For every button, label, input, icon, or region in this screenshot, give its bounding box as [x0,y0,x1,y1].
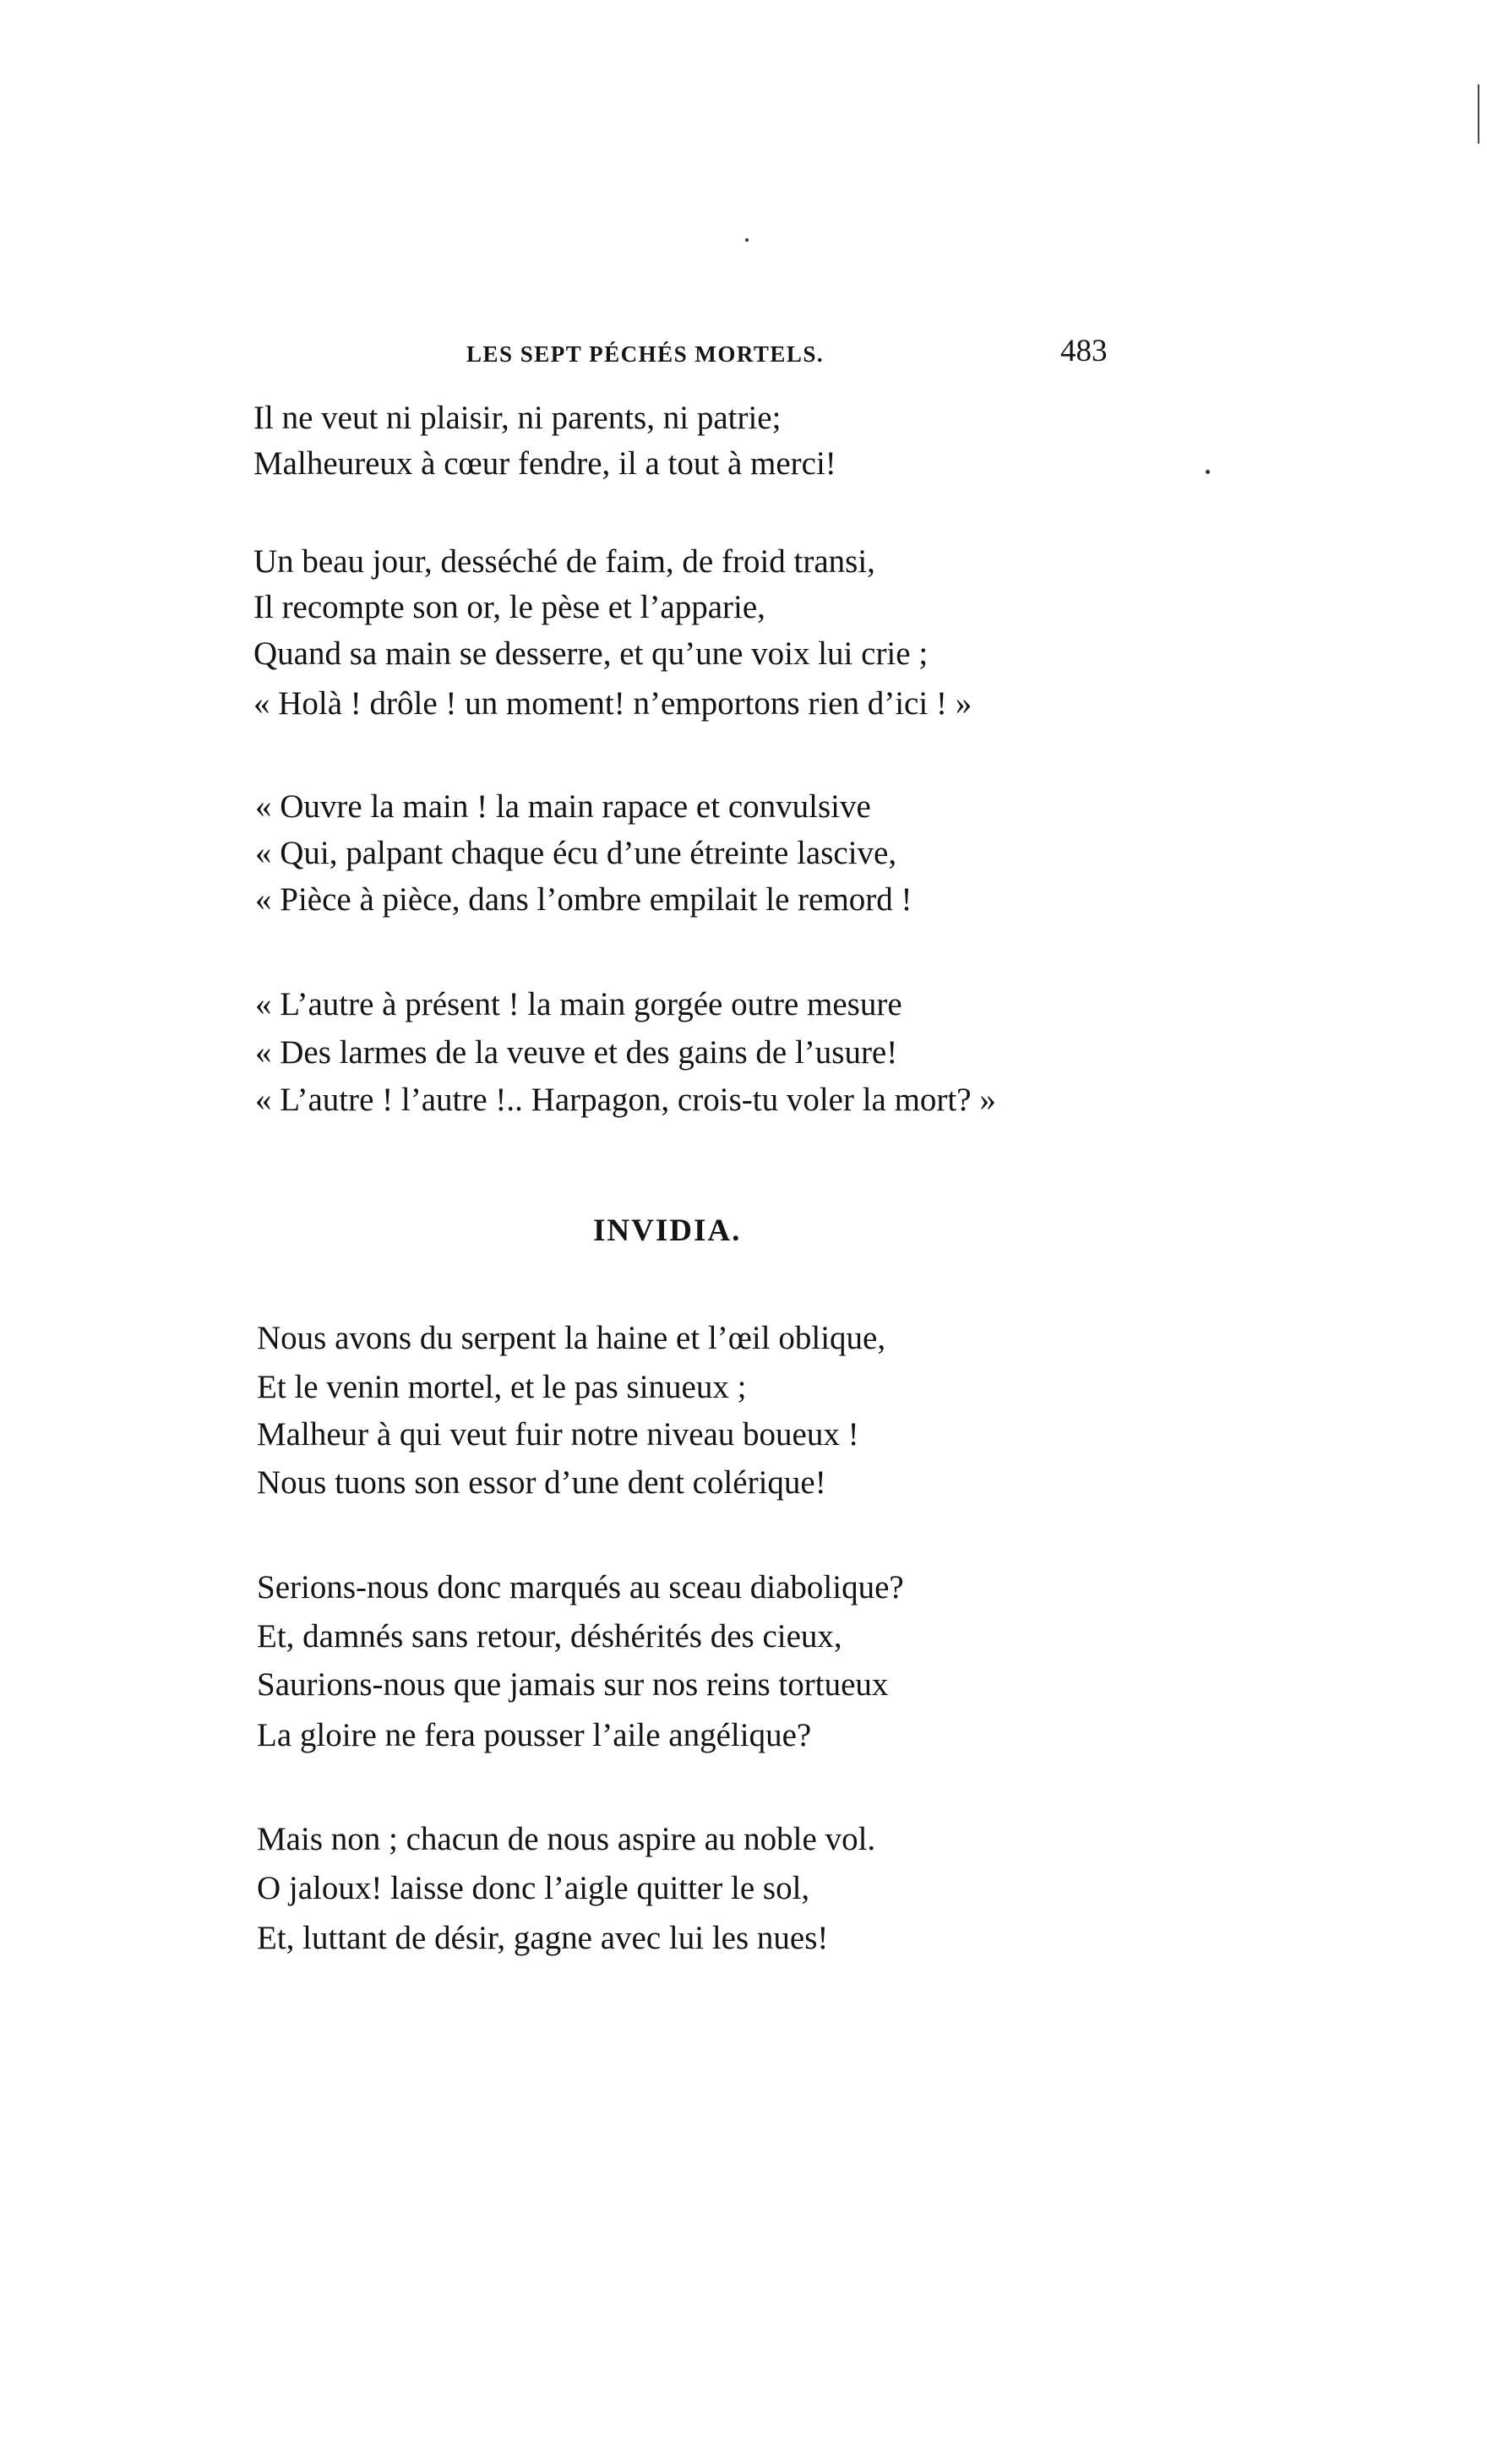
running-title: LES SEPT PÉCHÉS MORTELS. [466,341,825,367]
print-speck [745,238,749,242]
print-speck [1206,470,1210,474]
verse-line: Malheur à qui veut fuir notre niveau boueux ! [257,1416,859,1453]
verse-line: Un beau jour, desséché de faim, de froid transi, [253,543,875,580]
verse-line: « Ouvre la main ! la main rapace et convulsive [255,788,871,825]
verse-line: Et, luttant de désir, gagne avec lui les nues! [257,1920,829,1956]
verse-line: Et le venin mortel, et le pas sinueux ; [257,1369,747,1405]
verse-line: « Qui, palpant chaque écu d’une étreinte lascive, [255,835,897,871]
verse-line: « Des larmes de la veuve et des gains de l’usure! [255,1034,898,1071]
verse-line: Mais non ; chacun de nous aspire au noble vol. [257,1821,876,1857]
verse-line: « Holà ! drôle ! un moment! n’emportons rien d’ici ! » [253,685,972,722]
verse-line: Il ne veut ni plaisir, ni parents, ni patrie; [253,400,782,436]
scan-edge-mark [1478,84,1479,144]
section-title: INVIDIA. [593,1213,742,1248]
verse-line: Malheureux à cœur fendre, il a tout à merci! [253,445,836,482]
verse-line: « L’autre à présent ! la main gorgée outre mesure [255,986,902,1022]
verse-line: « L’autre ! l’autre !.. Harpagon, crois-tu voler la mort? » [255,1082,996,1118]
verse-line: Nous avons du serpent la haine et l’œil oblique, [257,1320,886,1356]
verse-line: Nous tuons son essor d’une dent colérique! [257,1464,826,1501]
verse-line: O jaloux! laisse donc l’aigle quitter le sol, [257,1870,810,1906]
verse-line: Serions-nous donc marqués au sceau diabolique? [257,1569,904,1605]
verse-line: Il recompte son or, le pèse et l’apparie, [253,589,765,625]
page-number: 483 [1060,334,1108,368]
verse-line: Saurions-nous que jamais sur nos reins tortueux [257,1666,889,1703]
verse-line: Quand sa main se desserre, et qu’une voix lui crie ; [253,635,929,672]
verse-line: Et, damnés sans retour, déshérités des cieux, [257,1618,842,1654]
verse-line: La gloire ne fera pousser l’aile angélique? [257,1717,812,1753]
verse-line: « Pièce à pièce, dans l’ombre empilait le remord ! [255,881,912,918]
